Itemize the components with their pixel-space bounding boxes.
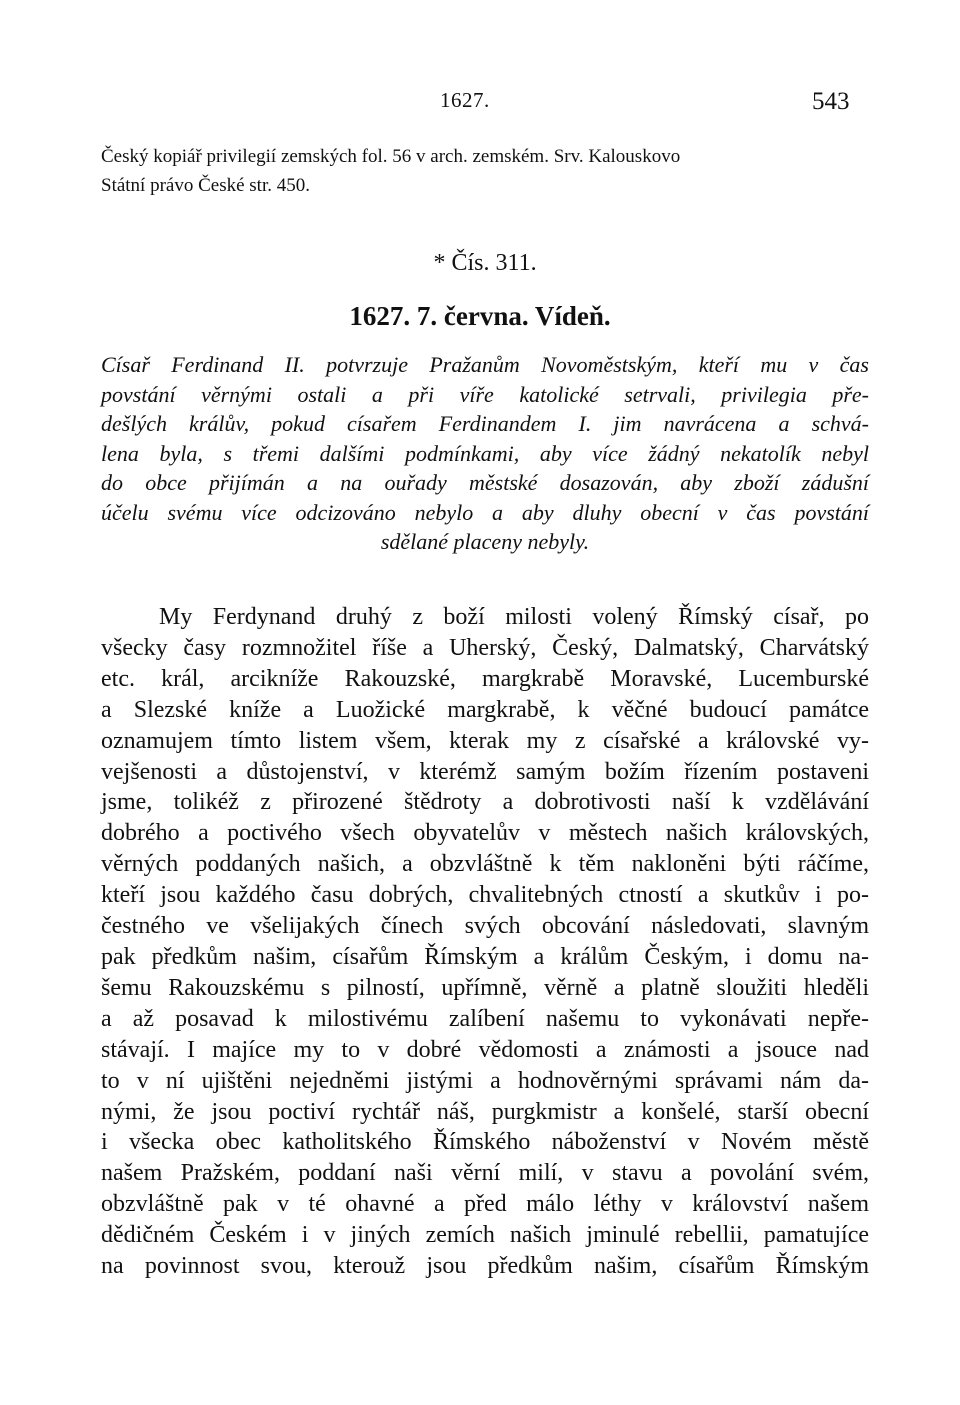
source-note (101, 142, 869, 200)
running-head (0, 88, 960, 118)
regest-line: Císař Ferdinand II. potvrzuje Pražanům Novoměstským, kteří mu v čas (101, 352, 869, 377)
regest-paragraph (101, 350, 869, 557)
charter-line: i všecka obec katholitského Římského náboženství v Novém městě (101, 1129, 869, 1156)
regest-line: do obce přijímán a na ouřady městské dosazován, aby zboží zádušní (101, 470, 869, 495)
running-head-year: 1627. (440, 88, 490, 112)
charter-line: věrných poddaných našich, a obzvláštně k těm nakloněni býti ráčíme, (101, 851, 869, 878)
charter-line: etc. král, arcikníže Rakouzské, margkrabě Moravské, Lucemburské (101, 665, 869, 692)
charter-line: a Slezské kníže a Luožické margkrabě, k věčné budoucí památce (101, 696, 869, 723)
charter-line: oznamujem tímto listem všem, kterak my z císařské a královské vy- (101, 727, 869, 754)
regest-line: lena byla, s třemi dalšími podmínkami, aby více žádný nekatolík nebyl (101, 440, 869, 466)
regest-line: sdělané placeny nebyly. (380, 529, 590, 554)
document-number: * Čís. 311. (433, 250, 537, 276)
charter-line: šemu Rakouzskému s pilností, upřímně, věrně a platně sloužiti hleděli (101, 974, 869, 1001)
charter-line: všecky časy rozmnožitel říše a Uherský, Český, Dalmatský, Charvátský (101, 634, 869, 661)
charter-line: kteří jsou každého času dobrých, chvalitebných ctností a skutkův i po- (101, 882, 869, 909)
document-dateline: 1627. 7. června. Vídeň. (349, 301, 611, 331)
charter-line: na povinnost svou, kterouž jsou předkům našim, císařům Římským (101, 1253, 869, 1280)
charter-line: My Ferdynand druhý z boží milosti volený Římský císař, po (159, 604, 869, 630)
charter-text (101, 602, 869, 1282)
regest-line: účelu svému více odcizováno nebylo a aby dluhy obecní v čas povstání (101, 499, 869, 525)
source-note-line: Český kopiář privilegií zemských fol. 56 v arch. zemském. Srv. Kalouskovo (101, 146, 681, 167)
charter-line: pak předkům našim, císařům Římským a králům Českým, i domu na- (101, 943, 869, 970)
source-note-line: Státní právo České str. 450. (101, 175, 310, 196)
charter-line: našem Pražském, poddaní naši věrní milí, v stavu a povolání svém, (101, 1160, 869, 1187)
charter-line: dobrého a poctivého všech obyvatelův v městech našich královských, (101, 820, 869, 847)
charter-line: dědičném Českém i v jiných zemích našich jminulé rebellii, pamatujíce (101, 1222, 869, 1249)
charter-line: vejšenosti a důstojenství, v kterémž samým božím řízením postaveni (101, 758, 869, 785)
page-number: 543 (812, 88, 850, 115)
charter-line: jsme, tolikéž z přirozené štědroty a dobrotivosti naší k vzdělávání (101, 789, 869, 816)
regest-line: povstání věrnými ostali a při víře katolické setrvali, privilegia pře- (101, 381, 869, 407)
regest-line: dešlých králův, pokud císařem Ferdinandem I. jim navrácena a schvá- (101, 411, 869, 436)
charter-line: obzvláštně pak v té ohavné a před málo léthy v království našem (101, 1191, 869, 1218)
charter-line: a až posavad k milostivému zalíbení našemu to vykonávati nepře- (101, 1005, 869, 1032)
charter-line: stávají. I majíce my to v dobré vědomosti a známosti a jsouce nad (101, 1036, 869, 1063)
charter-line: čestného ve všelijakých čínech svých obcování následovati, slavným (101, 913, 869, 940)
charter-line: nými, že jsou poctiví rychtář náš, purgkmistr a konšelé, starší obecní (101, 1098, 869, 1125)
charter-line: to v ní ujištěni nejedněmi jistými a hodnověrnými správami nám da- (101, 1067, 869, 1094)
